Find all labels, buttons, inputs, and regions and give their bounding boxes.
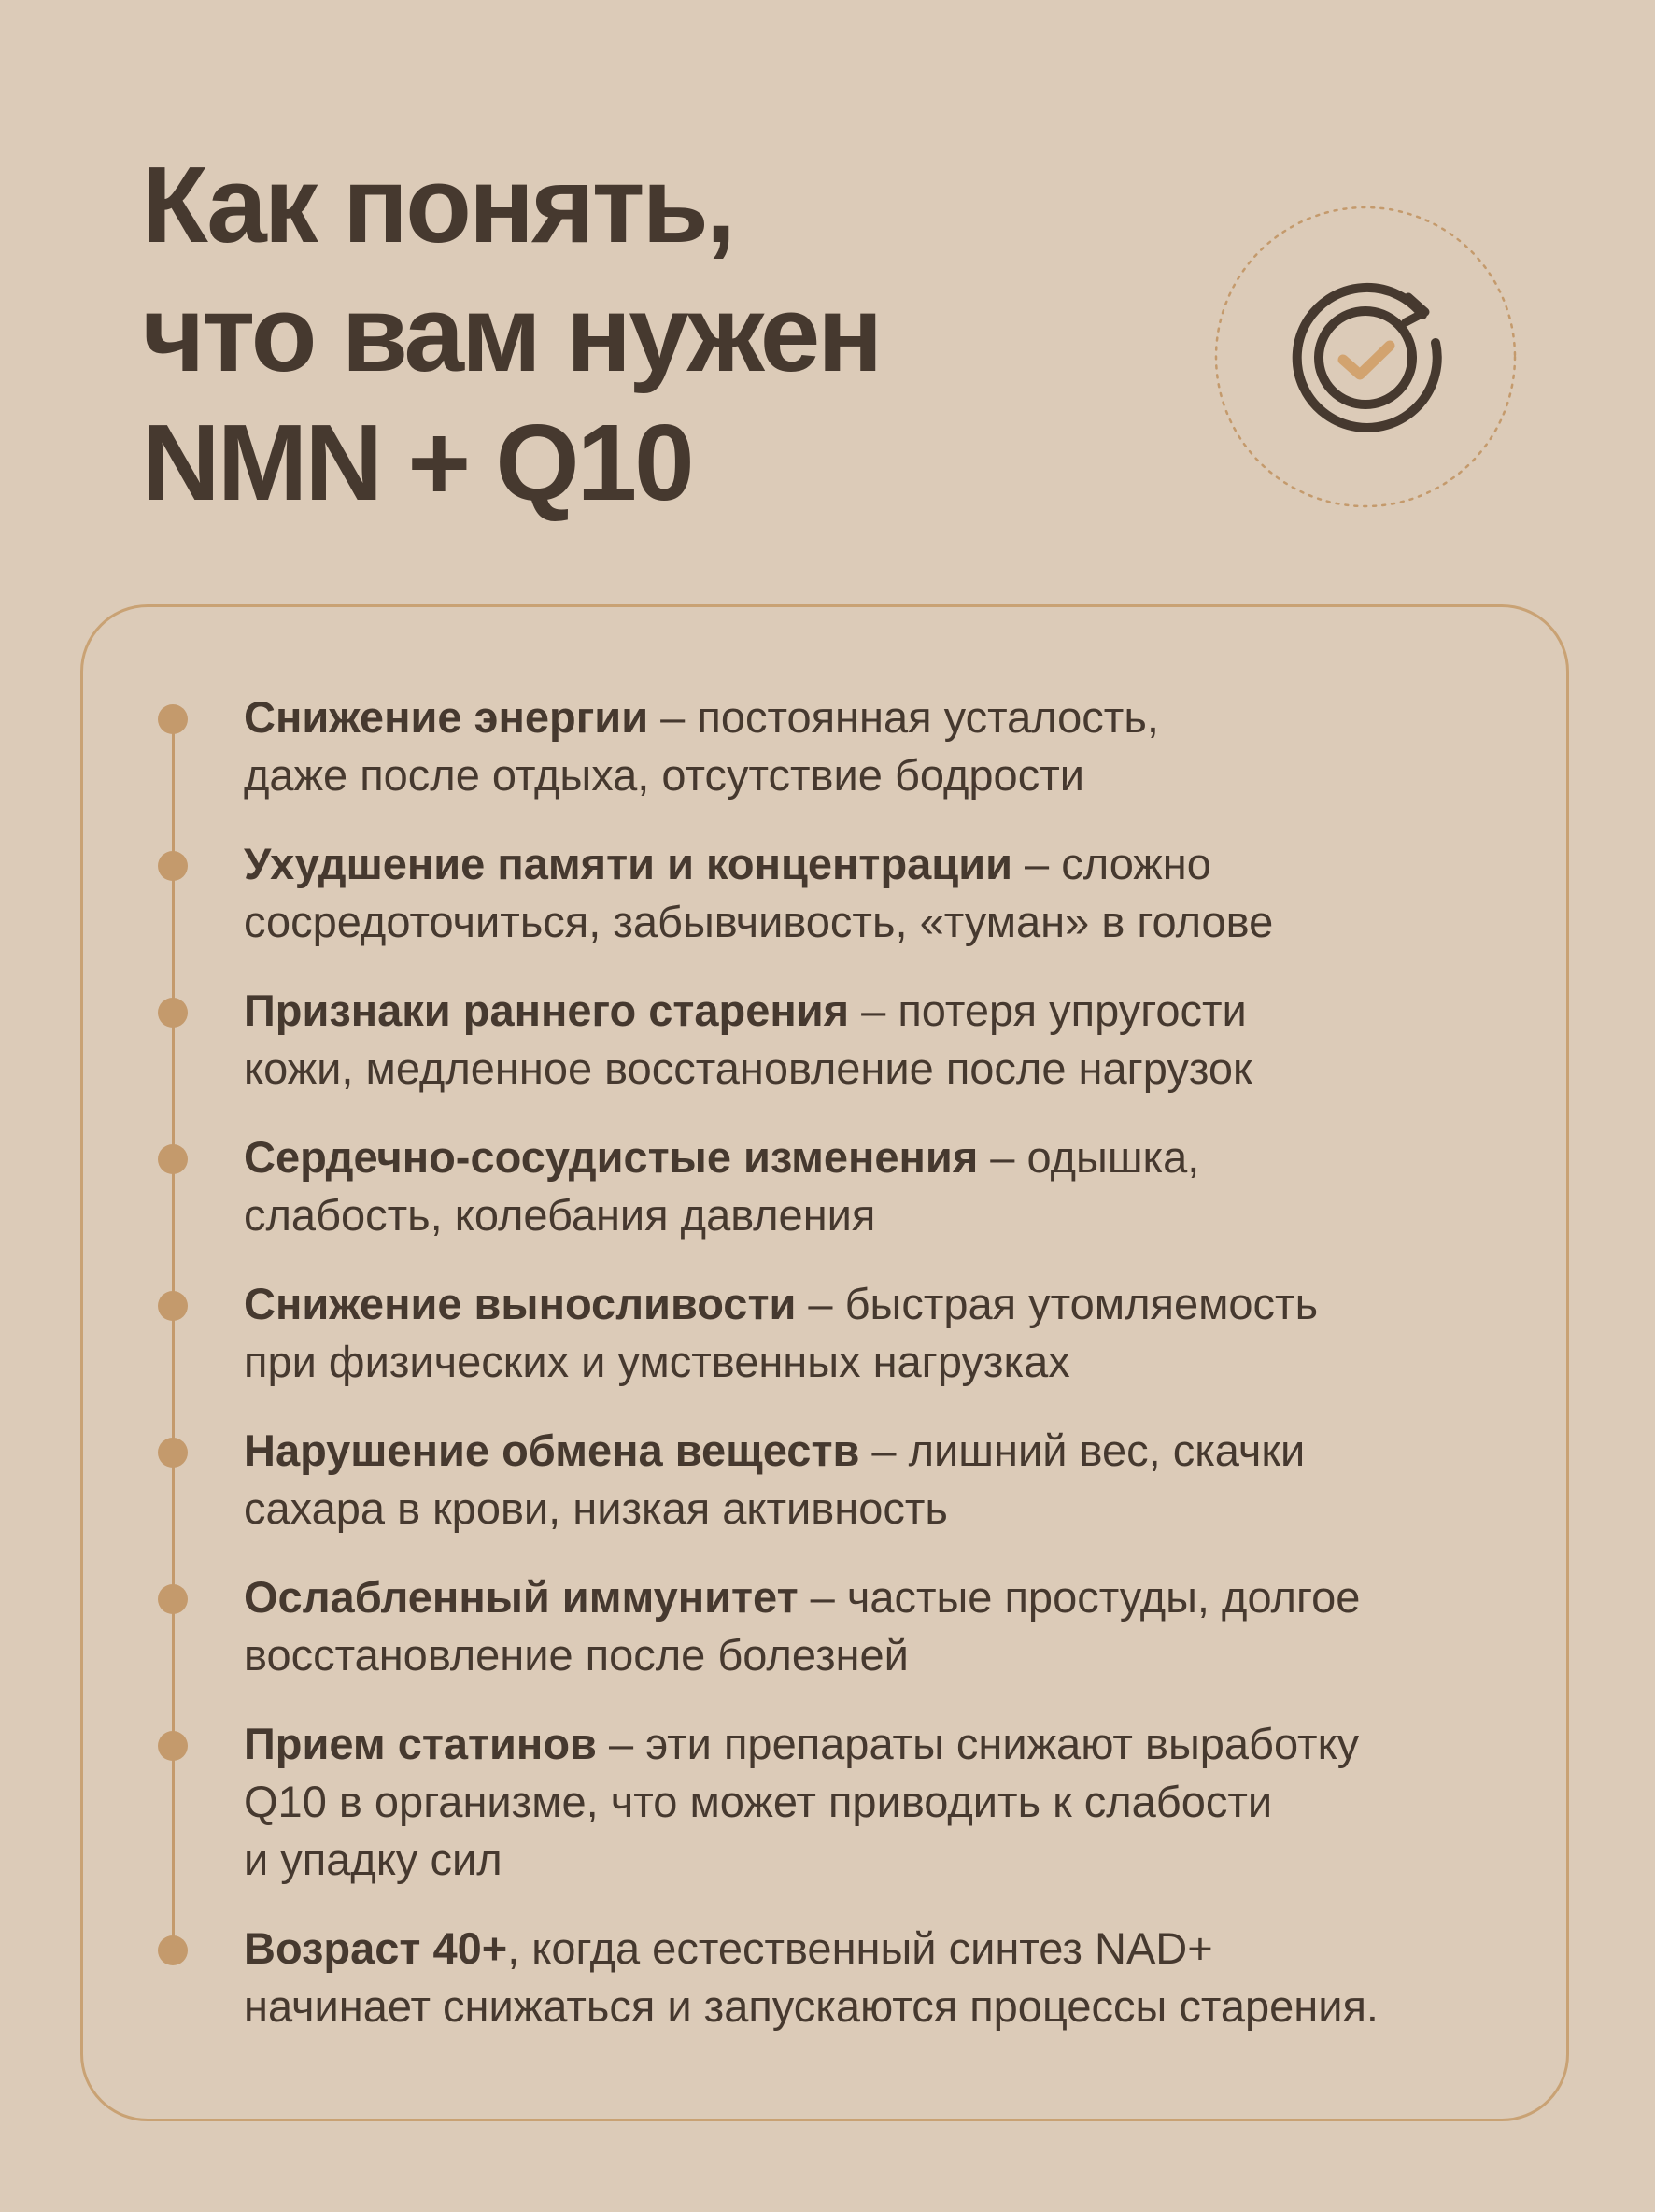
symptom-line: сосредоточиться, забывчивость, «туман» в голове: [244, 897, 1274, 946]
symptom-title: Возраст 40+: [244, 1923, 508, 1973]
symptom-title: Ослабленный иммунитет: [244, 1572, 799, 1622]
symptom-text: [244, 1715, 1533, 1889]
bullet-dot: [158, 704, 188, 734]
symptom-description: – сложно: [1011, 839, 1211, 888]
symptom-line: [244, 835, 1533, 893]
symptom-line: слабость, колебания давления: [244, 1190, 876, 1240]
symptom-text: [244, 982, 1533, 1098]
symptom-description: – одышка,: [978, 1132, 1200, 1182]
title-line: Как понять,: [142, 144, 734, 265]
bullet-dot: [158, 851, 188, 881]
symptom-text: [244, 688, 1533, 804]
symptom-title: Снижение энергии: [244, 692, 649, 742]
symptom-line: при физических и умственных нагрузках: [244, 1337, 1070, 1386]
symptom-text: [244, 1128, 1533, 1244]
symptom-description: – быстрая утомляемость: [796, 1279, 1319, 1328]
symptom-title: Снижение выносливости: [244, 1279, 797, 1328]
symptom-description: – постоянная усталость,: [648, 692, 1159, 742]
symptom-text: [244, 1568, 1533, 1684]
bullet-dot: [158, 1584, 188, 1614]
symptom-title: Прием статинов: [244, 1719, 597, 1768]
symptom-title: Сердечно-сосудистые изменения: [244, 1132, 979, 1182]
title-line: что вам нужен: [142, 273, 881, 394]
symptom-line: начинает снижаться и запускаются процессы старения.: [244, 1981, 1379, 2031]
symptom-description: – частые простуды, долгое: [798, 1572, 1361, 1622]
symptom-text: [244, 835, 1533, 951]
symptom-line: [244, 1275, 1533, 1333]
symptom-title: Нарушение обмена веществ: [244, 1425, 860, 1475]
symptom-text: [244, 1422, 1533, 1538]
bullet-dot: [158, 998, 188, 1028]
page-title: [142, 140, 880, 527]
symptom-line: [244, 1422, 1533, 1480]
symptom-description: , когда естественный синтез NAD+: [507, 1923, 1213, 1973]
symptom-line: [244, 1715, 1533, 1773]
symptom-title: Ухудшение памяти и концентрации: [244, 839, 1012, 888]
symptom-line: даже после отдыха, отсутствие бодрости: [244, 750, 1084, 800]
symptom-description: – потеря упругости: [849, 985, 1247, 1035]
symptom-description: – эти препараты снижают выработку: [596, 1719, 1360, 1768]
symptom-description: – лишний вес, скачки: [859, 1425, 1306, 1475]
symptom-line: и упадку сил: [244, 1835, 502, 1884]
symptom-line: Q10 в организме, что может приводить к слабости: [244, 1777, 1273, 1826]
symptom-line: [244, 688, 1533, 746]
symptom-line: сахара в крови, низкая активность: [244, 1483, 948, 1533]
bullet-dot: [158, 1144, 188, 1174]
symptom-title: Признаки раннего старения: [244, 985, 850, 1035]
symptom-line: [244, 1128, 1533, 1186]
symptom-line: [244, 1920, 1533, 1978]
symptom-line: [244, 982, 1533, 1040]
bullet-dot: [158, 1936, 188, 1965]
bullet-dot: [158, 1731, 188, 1761]
symptom-line: [244, 1568, 1533, 1626]
title-line: NMN + Q10: [142, 402, 692, 523]
bullet-dot: [158, 1291, 188, 1321]
bullet-dot: [158, 1438, 188, 1468]
symptom-text: [244, 1920, 1533, 2035]
symptom-text: [244, 1275, 1533, 1391]
refresh-check-icon: [1212, 204, 1519, 510]
symptom-line: кожи, медленное восстановление после нагрузок: [244, 1043, 1252, 1093]
symptom-line: восстановление после болезней: [244, 1630, 909, 1680]
